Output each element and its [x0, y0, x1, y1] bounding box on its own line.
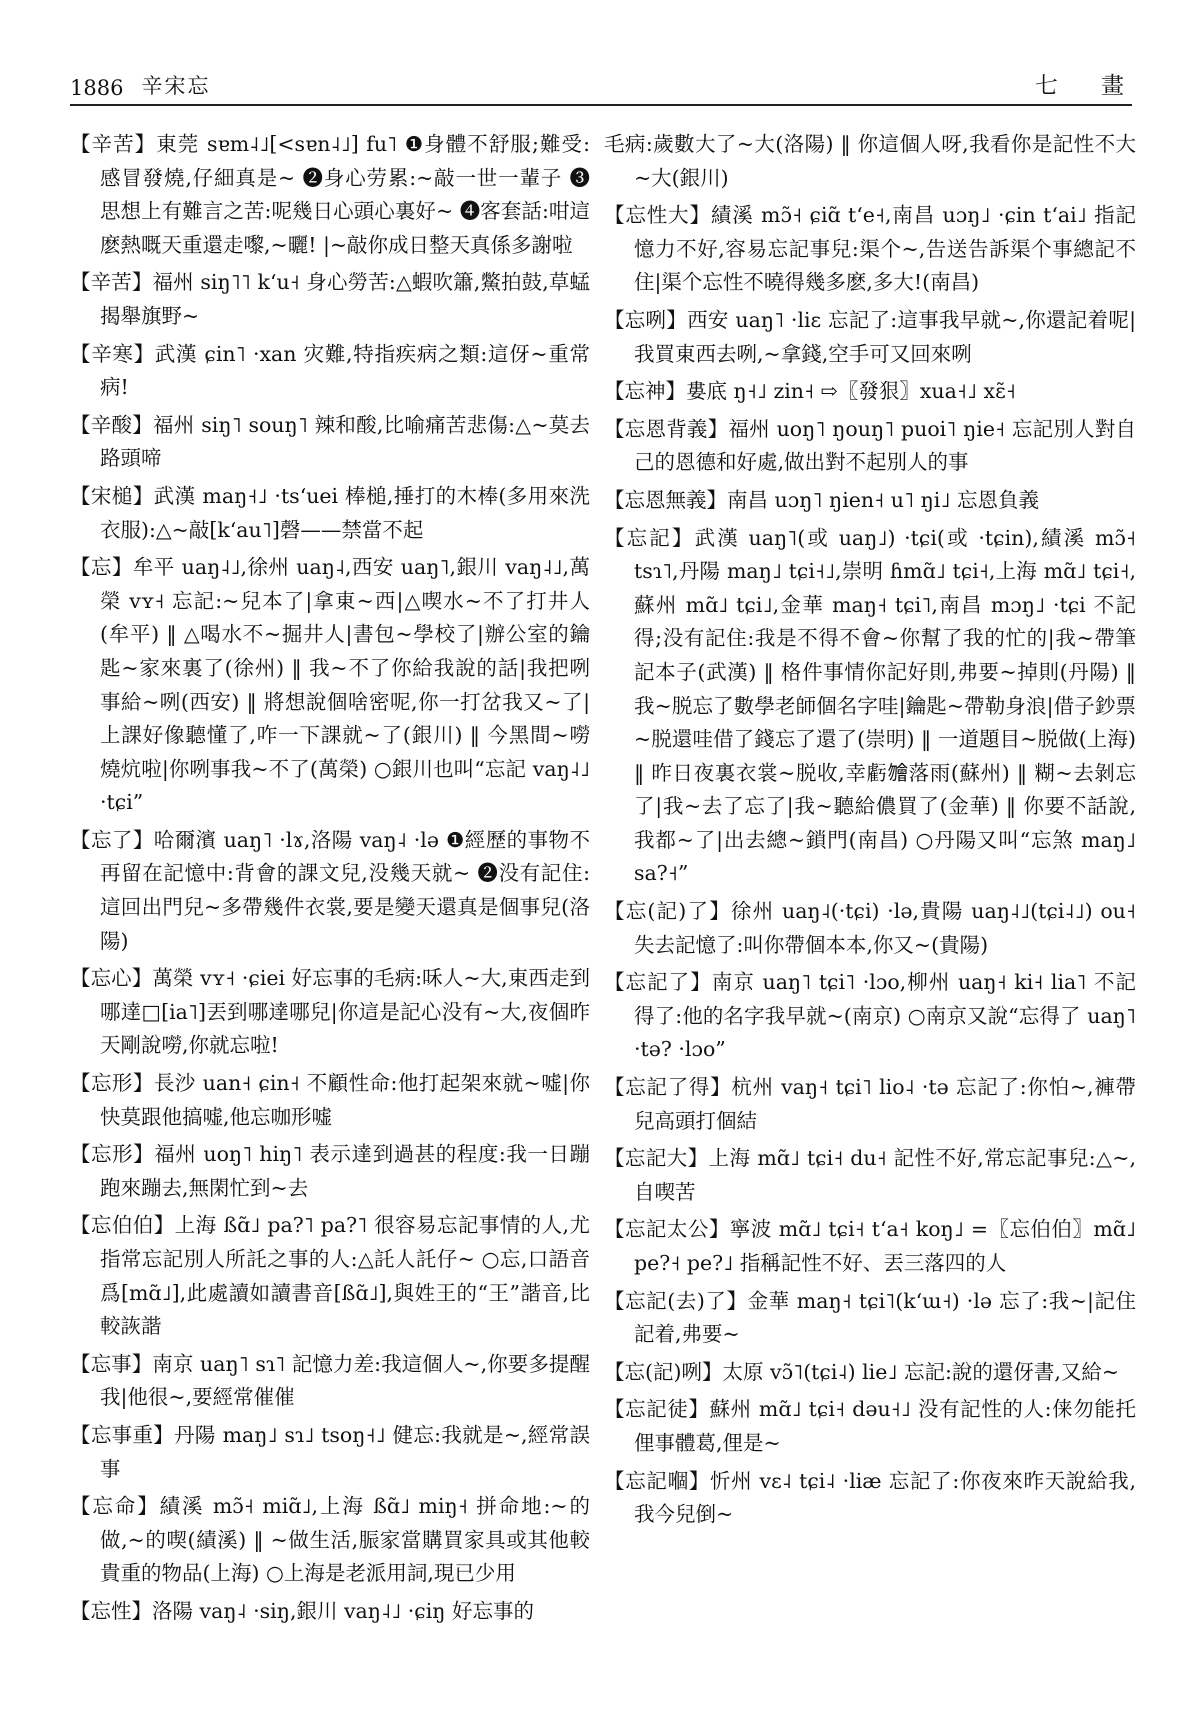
dictionary-entry: [70, 1209, 590, 1343]
dictionary-entry: [70, 1595, 590, 1629]
dictionary-entry: [604, 966, 1136, 1067]
entry-headword: 【忘記了】: [604, 970, 712, 995]
entry-definition: 徐州 uaŋ˨(·tɕi) ·lə,貴陽 uaŋ˨˩(tɕi˨˩) ou˧ 失去記憶了:叫你帶個本本,你又~(貴陽): [634, 899, 1136, 957]
entry-definition: 福州 uoŋ˥ ŋouŋ˥ puoi˥ ŋie˧ 忘記別人對自己的恩德和好處,做出對不起別人的事: [634, 416, 1136, 475]
entry-headword: 【辛苦】: [70, 270, 153, 295]
dictionary-entry: [604, 1393, 1136, 1460]
entry-definition: 武漢 uaŋ˥(或 uaŋ˩) ·tɕi(或 ·tɕin),績溪 mɔ̃˧ tsɿ˥,丹陽 maŋ˩ tɕi˧˩,崇明 ɦmɑ̃˩ tɕi˧,上海 mɑ̃˩ tɕi˧,蘇州 mɑ̃˩ tɕi˩,金華 maŋ˧ tɕi˥,南昌 mɔŋ˩ ·tɕi 不記得;没有記住:我是不得不會~你幫了我的忙的|我~帶筆記本子(武漢) ‖ 格件事情你記好則,弗要~掉則(丹陽) ‖ 我~脱忘了數學老師個名字哇|鑰匙~帶勒身浪|借子鈔票~脱還哇借了錢忘了還了(崇明) ‖ 一道題目~脱做(上海) ‖ 昨日夜裏衣裳~脱收,幸虧𣍐落雨(蘇州) ‖ 糊~去剝忘了|我~去了忘了|我~聽給儂買了(金華) ‖ 你要不話說,我都~了|出去總~鎖門(南昌) ○丹陽又叫“忘煞 maŋ˩ sa?˧”: [634, 525, 1137, 886]
dictionary-entry: [70, 1419, 590, 1486]
dictionary-entry: [604, 1213, 1136, 1280]
page-header: [70, 66, 1142, 106]
entry-headword: 【忘記】: [604, 525, 695, 550]
entry-definition: 福州 siŋ˥ souŋ˥ 辣和酸,比喻痛苦悲傷:△~莫去路頭啼: [100, 412, 590, 471]
entry-headword: 【忘性大】: [604, 203, 711, 228]
entry-headword: 【辛苦】: [70, 132, 157, 156]
entry-definition: 西安 uaŋ˥ ·liɛ 忘記了:這事我早就~,你還記着呢|我買東西去咧,~拿錢,空手可又回來咧: [634, 307, 1136, 366]
entry-headword: 【忘恩背義】: [604, 416, 729, 441]
dictionary-entry: [604, 1285, 1136, 1352]
section-label: 七 畫: [1034, 73, 1142, 99]
entry-definition: 金華 maŋ˧ tɕi˥(kʻɯ˧) ·lə 忘了:我~|記住記着,弗要~: [634, 1288, 1136, 1347]
entry-headword: 【忘事重】: [70, 1422, 175, 1447]
entry-headword: 【忘伯伯】: [70, 1213, 175, 1238]
dictionary-entry: [70, 409, 590, 476]
dictionary-entry: [70, 338, 590, 405]
entry-headword: 【忘恩無義】: [604, 487, 727, 512]
dictionary-entry: [604, 522, 1136, 892]
right-column: [604, 128, 1136, 1536]
entry-headword: 【忘了】: [70, 827, 154, 852]
dictionary-entry: [70, 266, 590, 333]
dictionary-entry: [70, 824, 590, 958]
dictionary-entry: [604, 895, 1136, 962]
entry-headword: 【辛寒】: [70, 341, 155, 366]
entry-definition: 南昌 uɔŋ˥ ŋien˧ u˥ ŋi˩ 忘恩負義: [727, 487, 1039, 512]
entry-definition: 太原 vɔ̃˥(tɕi˨) lie˩ 忘記:說的還伢書,又給~: [722, 1359, 1120, 1384]
entry-definition: 長沙 uan˧ ɕin˧ 不顧性命:他打起架來就~嘘|你快莫跟他搞嘘,他忘咖形嘘: [100, 1071, 590, 1129]
entry-definition: 績溪 mɔ̃˧ miɑ̃˩,上海 ßɑ̃˩ miŋ˧ 拼命地:~的做,~的喫(績溪) ‖ ~做生活,脤家當購買家具或其他較貴重的物品(上海) ○上海是老派用詞,現已少用: [100, 1494, 590, 1586]
dictionary-entry: [604, 413, 1136, 480]
entry-headword: 【忘記(去)了】: [604, 1288, 748, 1313]
entry-definition: 南京 uaŋ˥ tɕi˥ ·lɔo,柳州 uaŋ˧ ki˧ lia˥ 不記得了:他的名字我早就~(南京) ○南京又說“忘得了 uaŋ˥ ·tə? ·lɔo”: [634, 970, 1137, 1062]
entry-headword: 【宋槌】: [70, 483, 154, 508]
entry-definition: 武漢 ɕin˥ ·xan 灾難,特指疾病之類:這伢~重常病!: [100, 341, 590, 400]
dictionary-entry: [70, 1348, 590, 1415]
entry-definition: 丹陽 maŋ˩ sɿ˩ tsoŋ˧˩ 健忘:我就是~,經常誤事: [100, 1422, 590, 1481]
entry-definition: 上海 mɑ̃˩ tɕi˧ du˧ 記性不好,常忘記事兒:△~,自喫苦: [634, 1146, 1136, 1204]
entry-definition: 福州 uoŋ˥ hiŋ˥ 表示達到過甚的程度:我一日蹦跑來蹦去,無閑忙到~去: [100, 1142, 590, 1200]
dictionary-entry: [70, 1067, 590, 1134]
entry-definition: 毛病:歲數大了~大(洛陽) ‖ 你這個人呀,我看你是記性不大~大(銀川): [604, 132, 1136, 190]
entry-headword: 【忘(記)咧】: [604, 1359, 723, 1384]
entry-definition: 上海 ßɑ̃˩ pa?˥ pa?˥ 很容易忘記事情的人,尤指常忘記別人所託之事的人:△託人託仔~ ○忘,口語音爲[mɑ̃˩],此處讀如讀書音[ßɑ̃˩],與姓王的“王”諧音,比較詼諧: [100, 1213, 590, 1339]
left-column: [70, 128, 590, 1633]
entry-headword: 【忘形】: [70, 1142, 155, 1167]
entry-headword: 【忘神】: [604, 379, 686, 404]
entry-definition: 婁底 ŋ˧˩ zin˧ ⇨〖發狠〗xua˧˩ xɛ̃˧: [686, 379, 1016, 404]
entry-headword: 【忘記了得】: [604, 1075, 732, 1100]
entry-headword: 【忘形】: [70, 1071, 154, 1096]
dictionary-entry: [604, 1071, 1136, 1138]
dictionary-entry: [70, 962, 590, 1063]
entry-headword: 【忘記太公】: [604, 1217, 730, 1242]
entry-headword: 【忘記大】: [604, 1146, 709, 1171]
entry-definition: 杭州 vaŋ˧ tɕi˥ lio˨ ·tə 忘記了:你怕~,褲帶兒高頭打個結: [634, 1075, 1136, 1133]
entry-definition: 東莞 sɐm˨˩[<sɐn˨˩] fu˥ ❶身體不舒服;難受:感冒發燒,仔細真是~ ❷身心劳累:~敲一世一輩子 ❸思想上有難言之苦:呢幾日心頭心裏好~ ❹客套話:咁這麽熱嘅天重還走嚟,~曬! |~敲你成日整天真係多謝啦: [100, 132, 590, 257]
entry-definition: 萬榮 vʏ˧ ·ɕiei 好忘事的毛病:咊人~大,東西走到哪達□[ia˥]丟到哪達哪兒|你這是記心没有~大,夜個昨天剛說嘮,你就忘啦!: [100, 966, 591, 1058]
dictionary-entry: [604, 1142, 1136, 1209]
entry-definition: 南京 uaŋ˥ sɿ˥ 記憶力差:我這個人~,你要多提醒我|他很~,要經常催催: [100, 1351, 590, 1410]
dictionary-entry: [604, 375, 1136, 409]
entry-definition: 寧波 mɑ̃˩ tɕi˧ tʻa˧ koŋ˩ =〖忘伯伯〗mɑ̃˩ pe?˧ pe?˩ 指稱記性不好、丟三落四的人: [634, 1217, 1136, 1275]
dictionary-entry: [604, 484, 1136, 518]
entry-definition: 績溪 mɔ̃˧ ɕiɑ̃ tʻe˧,南昌 uɔŋ˩ ·ɕin tʻai˩ 指記憶力不好,容易忘記事兒:渠个~,告送告訴渠个事總記不住|渠个忘性不曉得幾多麽,多大!(南昌): [634, 203, 1137, 295]
entry-definition: 洛陽 vaŋ˨ ·siŋ,銀川 vaŋ˨˩ ·ɕiŋ 好忘事的: [152, 1598, 534, 1623]
entry-definition: 福州 siŋ˥˥ kʻu˧ 身心勞苦:△蝦吹簫,鱉拍鼓,草蜢揭舉旗野~: [100, 270, 590, 328]
entry-headword: 【辛酸】: [70, 412, 154, 437]
entry-definition: 武漢 maŋ˧˩ ·tsʻuei 棒槌,捶打的木棒(多用來洗衣服):△~敲[kʻau˥]磬——禁當不起: [100, 483, 591, 542]
dictionary-entry: [604, 304, 1136, 371]
entry-definition: 牟平 uaŋ˨˩,徐州 uaŋ˨,西安 uaŋ˥,銀川 vaŋ˨˩,萬榮 vʏ˧ 忘記:~兒本了|拿東~西|△喫水~不了打井人(牟平) ‖ △喝水不~掘井人|書包~學校了|辦公室的鑰匙~家來裏了(徐州) ‖ 我~不了你給我說的話|我把咧事給~咧(西安) ‖ 將想說個啥密呢,你一打岔我又~了|上課好像聽懂了,咋一下課就~了(銀川) ‖ 今黑間~嘮燒炕啦|你咧事我~不了(萬榮) ○銀川也叫“忘記 vaŋ˨˩ ·tɕi”: [100, 555, 590, 815]
entry-headword: 【忘記嗰】: [604, 1468, 710, 1493]
page-number: 1886: [70, 76, 124, 100]
dictionary-entry: [70, 480, 590, 547]
entry-definition: 蘇州 mɑ̃˩ tɕi˧ dəu˧˩ 没有記性的人:俫勿能托俚事體葛,俚是~: [634, 1397, 1136, 1455]
dictionary-entry: [70, 1138, 590, 1205]
entry-headword: 【忘咧】: [604, 307, 688, 332]
entry-headword: 【忘記徒】: [604, 1397, 710, 1422]
dictionary-entry: [604, 1356, 1136, 1390]
entry-headword: 【忘】: [70, 555, 133, 580]
dictionary-entry: [70, 128, 590, 262]
entry-headword: 【忘性】: [70, 1598, 152, 1623]
entry-headword: 【忘心】: [70, 966, 153, 991]
dictionary-entry: [604, 1465, 1136, 1532]
dictionary-entry: [70, 1490, 590, 1591]
entry-headword: 【忘(記)了】: [604, 899, 731, 924]
page-headword-range: 辛宋忘: [141, 74, 211, 98]
dictionary-entry: [604, 128, 1136, 195]
entry-definition: 忻州 vɛ˨ tɕi˨ ·liæ 忘記了:你夜來昨天說給我,我今兒倒~: [634, 1468, 1136, 1527]
entry-headword: 【忘事】: [70, 1351, 153, 1376]
dictionary-entry: [604, 199, 1136, 300]
entry-headword: 【忘命】: [70, 1494, 160, 1519]
dictionary-entry: [70, 551, 590, 820]
entry-definition: 哈爾濱 uaŋ˥ ·lɤ,洛陽 vaŋ˨ ·lə ❶經歷的事物不再留在記憶中:背會的課文兒,没幾天就~ ❷没有記住:這回出門兒~多帶幾件衣裳,要是變天還真是個事兒(洛陽): [100, 827, 591, 953]
